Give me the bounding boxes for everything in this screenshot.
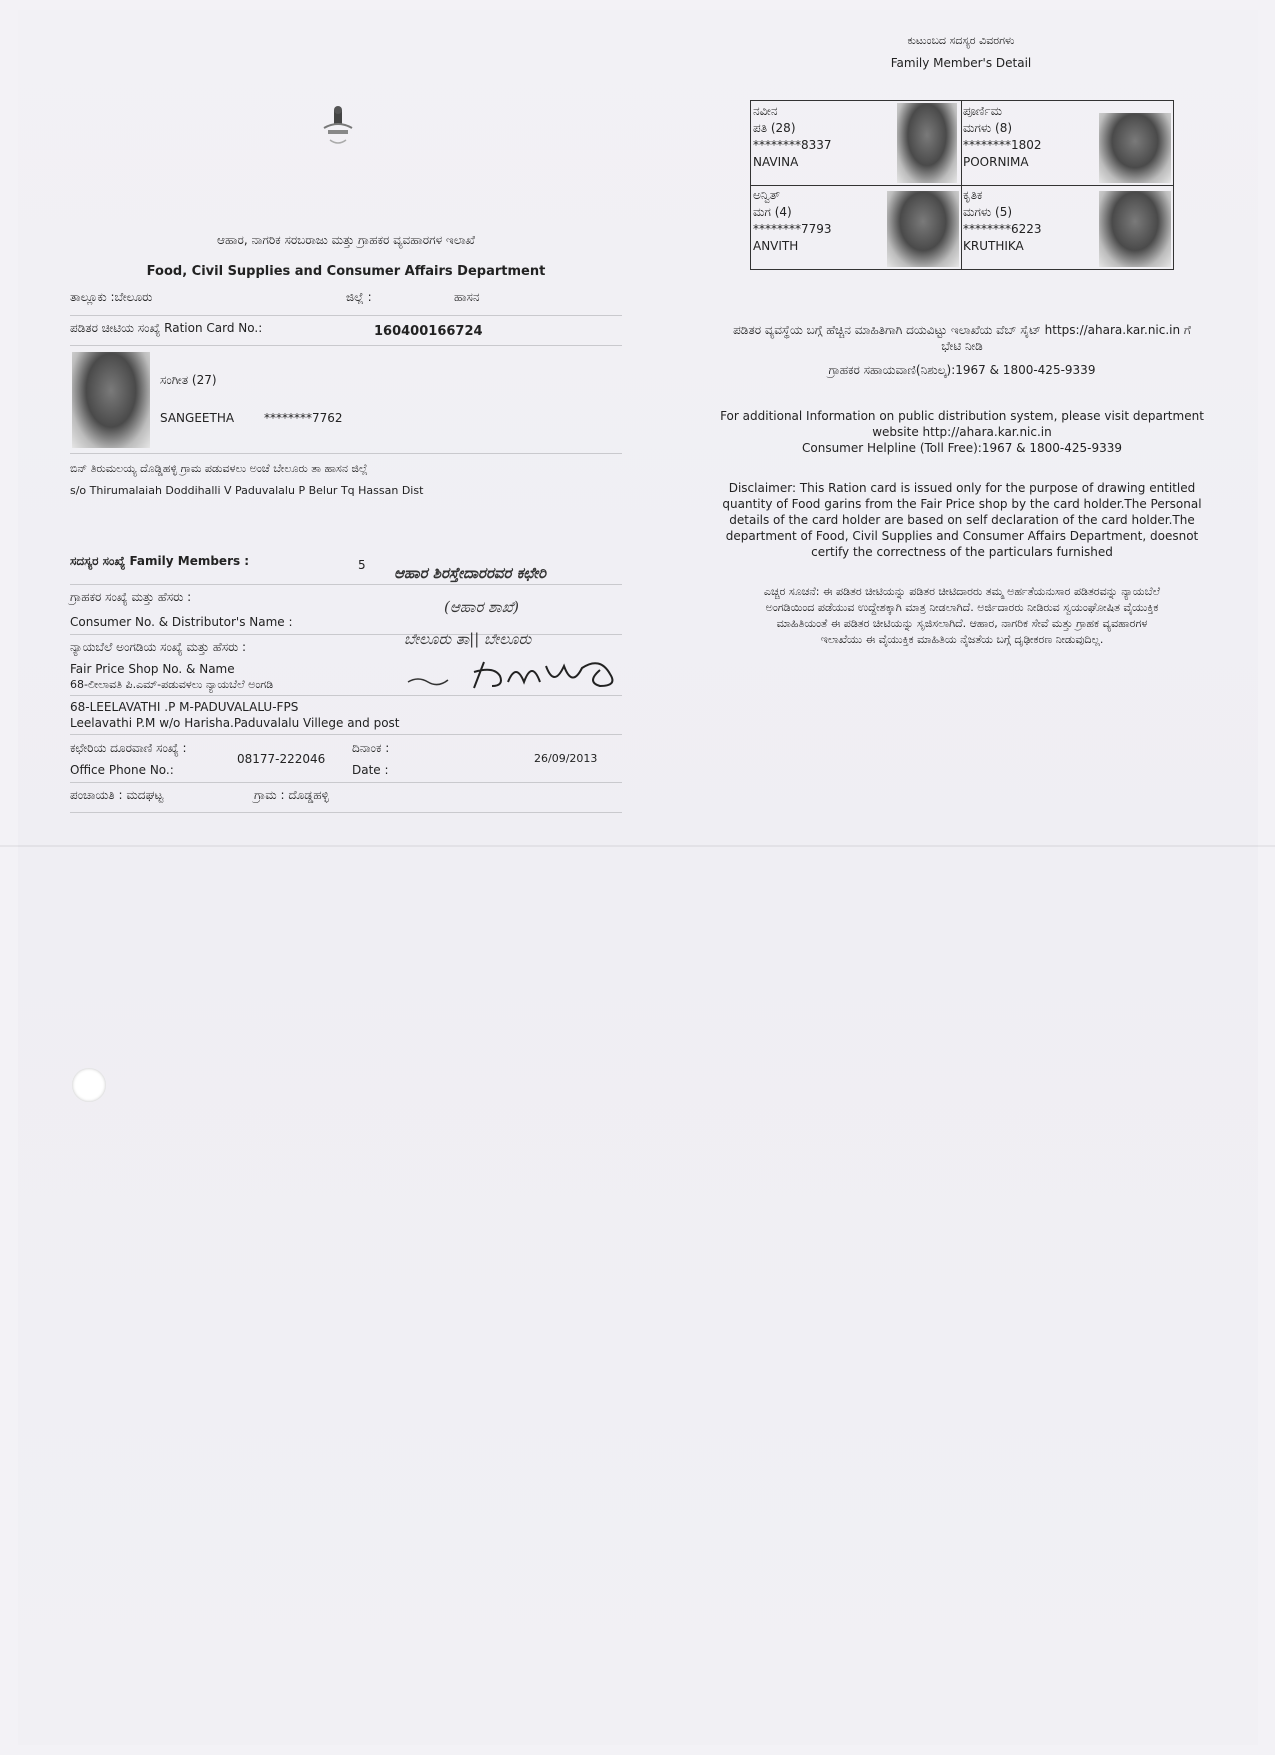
table-divider: [751, 185, 1173, 186]
date-value: 26/09/2013: [534, 752, 598, 765]
state-emblem-icon: [318, 106, 358, 152]
member-name-kannada: ಅನ್ವಿತ್: [753, 188, 780, 202]
member-id: ********7793: [753, 222, 832, 236]
address-english: s/o Thirumalaiah Doddihalli V Paduvalalu P Belur Tq Hassan Dist: [70, 484, 424, 497]
family-member-table: [750, 100, 1174, 270]
divider: [70, 315, 622, 316]
address-kannada: ಬಿನ್ ತಿರುಮಲಯ್ಯ ದೊಡ್ಡಿಹಳ್ಳಿ ಗ್ರಾಮ ಪಡುವಳಲು ಅಂಚೆ ಬೇಲೂರು ತಾ ಹಾಸನ ಜಿಲ್ಲೆ: [70, 462, 368, 475]
disclaimer-english: [684, 480, 1240, 560]
fps-line-kannada: 68-ಲೀಲಾವತಿ ಪಿ.ಎಮ್-ಪಡುವಳಲು ನ್ಯಾಯಬೆಲೆ ಅಂಗಡಿ: [70, 678, 274, 691]
divider: [70, 453, 622, 454]
member-card: [753, 103, 832, 171]
member-relation: ಮಗಳು (5): [963, 205, 1013, 219]
taluk-label: ತಾಲ್ಲೂಕು :ಬೇಲೂರು: [70, 290, 153, 304]
info-english-line: website http://ahara.kar.nic.in: [872, 425, 1052, 439]
district-label: ಜಿಲ್ಲೆ :: [346, 290, 372, 304]
member-name-kannada: ಪೂರ್ಣಿಮ: [963, 104, 1003, 118]
divider: [70, 782, 622, 783]
consumer-label-english: Consumer No. & Distributor's Name :: [70, 615, 293, 629]
member-photo: [1099, 113, 1171, 183]
disclaimer-line: quantity of Food garins from the Fair Price shop by the card holder.The Personal: [722, 497, 1202, 511]
member-relation: ಮಗಳು (8): [963, 121, 1013, 135]
divider: [70, 634, 622, 635]
dept-name-english: Food, Civil Supplies and Consumer Affairs Department: [146, 264, 546, 279]
member-id: ********1802: [963, 138, 1042, 152]
info-kannada-line: ಪಡಿತರ ವ್ಯವಸ್ಥೆಯ ಬಗ್ಗೆ ಹೆಚ್ಚಿನ ಮಾಹಿತಿಗಾಗಿ ದಯವಿಟ್ಟು ಇಲಾಖೆಯ ವೆಬ್ ಸೈಟ್ https://ahara.kar.nic.in ಗೆ: [733, 323, 1191, 337]
members-count: 5: [358, 558, 366, 572]
family-title-kannada: ಕುಟುಂಬದ ಸದಸ್ಯರ ವಿವರಗಳು: [907, 34, 1015, 47]
divider: [70, 695, 622, 696]
divider: [70, 584, 622, 585]
head-photo: [72, 352, 150, 448]
date-label-english: Date :: [352, 763, 389, 777]
info-english: [684, 408, 1240, 456]
fps-label-english: Fair Price Shop No. & Name: [70, 662, 235, 676]
fps-owner: Leelavathi P.M w/o Harisha.Paduvalalu Villege and post: [70, 716, 400, 730]
phone-label-english: Office Phone No.:: [70, 763, 174, 777]
member-name: KRUTHIKA: [963, 239, 1024, 253]
member-name: ANVITH: [753, 239, 799, 253]
fps-label-kannada: ನ್ಯಾಯಬೆಲೆ ಅಂಗಡಿಯ ಸಂಖ್ಯೆ ಮತ್ತು ಹೆಸರು :: [70, 640, 247, 654]
member-name-kannada: ನವೀನ: [753, 104, 778, 118]
disclaimer-line: certify the correctness of the particulars furnished: [811, 545, 1113, 559]
ration-card-label: ಪಡಿತರ ಚೀಟಿಯ ಸಂಖ್ಯೆ Ration Card No.:: [70, 321, 263, 335]
info-kannada: [684, 322, 1240, 354]
district-value: ಹಾಸನ: [454, 290, 480, 304]
member-photo: [897, 103, 957, 183]
helpline-kannada: ಗ್ರಾಹಕರ ಸಹಾಯವಾಣಿ(ನಿಶುಲ್ಕ):1967 & 1800-425-9339: [828, 363, 1096, 377]
consumer-label-kannada: ಗ್ರಾಹಕರ ಸಂಖ್ಯೆ ಮತ್ತು ಹೆಸರು :: [70, 590, 192, 604]
office-stamp-line2: (ಆಹಾರ ಶಾಖೆ): [444, 598, 520, 616]
ration-card-number: 160400166724: [374, 324, 483, 339]
punch-hole: [72, 1068, 106, 1102]
info-english-line: Consumer Helpline (Toll Free):1967 & 1800-425-9339: [802, 441, 1122, 455]
office-stamp-line1: ಆಹಾರ ಶಿರಸ್ತೇದಾರರವರ ಕಛೇರಿ: [394, 564, 547, 582]
head-id: ********7762: [264, 411, 343, 425]
divider: [70, 734, 622, 735]
disclaimer-line: Disclaimer: This Ration card is issued only for the purpose of drawing entitled: [728, 481, 1196, 495]
members-label-english: Family Members :: [129, 554, 250, 568]
divider: [70, 345, 622, 346]
family-title-english: Family Member's Detail: [890, 56, 1032, 70]
member-name-kannada: ಕೃತಿಕ: [963, 188, 983, 202]
fps-line-english: 68-LEELAVATHI .P M-PADUVALALU-FPS: [70, 700, 299, 714]
head-name: SANGEETHA: [160, 411, 235, 425]
official-signature-icon: [404, 652, 630, 692]
member-photo: [1099, 191, 1171, 267]
member-name: POORNIMA: [963, 155, 1029, 169]
paper-fold: [0, 845, 1275, 847]
members-label-kannada: ಸದಸ್ಯರ ಸಂಖ್ಯೆ: [70, 554, 126, 568]
info-english-line: For additional Information on public distribution system, please visit department: [720, 409, 1204, 423]
member-photo: [887, 191, 959, 267]
phone-label-kannada: ಕಛೇರಿಯ ದೂರವಾಣಿ ಸಂಖ್ಯೆ :: [70, 741, 187, 755]
panchayat: ಪಂಚಾಯತಿ : ಮದಘಟ್ಟ: [70, 788, 164, 802]
info-kannada-line: ಭೇಟಿ ನೀಡಿ: [941, 339, 983, 353]
village: ಗ್ರಾಮ : ದೊಡ್ಡಹಳ್ಳಿ: [254, 788, 329, 802]
disclaimer-kannada-line: ಮಾಹಿತಿಯಂತೆ ಈ ಪಡಿತರ ಚೀಟಿಯನ್ನು ಸೃಜಿಸಲಾಗಿದೆ. ಆಹಾರ, ನಾಗರಿಕ ಸೇವೆ ಮತ್ತು ಗ್ರಾಹಕ ವ್ಯವಹಾರಗಳ: [776, 617, 1148, 630]
date-label-kannada: ದಿನಾಂಕ :: [352, 741, 390, 755]
disclaimer-kannada-line: ಅಂಗಡಿಯಿಂದ ಪಡೆಯುವ ಉದ್ದೇಶಕ್ಕಾಗಿ ಮಾತ್ರ ನೀಡಲಾಗಿದೆ. ಅರ್ಜಿದಾರರು ನೀಡಿರುವ ಸ್ವಯಂಘೋಷಿತ ವೈಯುಕ್ತಿಕ: [765, 601, 1159, 614]
dept-name-kannada: ಆಹಾರ, ನಾಗರಿಕ ಸರಬರಾಜು ಮತ್ತು ಗ್ರಾಹಕರ ವ್ಯವಹಾರಗಳ ಇಲಾಖೆ: [217, 233, 475, 247]
member-card: [963, 103, 1042, 171]
member-card: [963, 187, 1042, 255]
member-id: ********6223: [963, 222, 1042, 236]
disclaimer-kannada: [684, 584, 1240, 648]
member-relation: ಪತಿ (28): [753, 121, 796, 135]
disclaimer-line: details of the card holder are based on self declaration of the card holder.The: [729, 513, 1195, 527]
disclaimer-kannada-line: ಇಲಾಖೆಯು ಈ ವೈಯುಕ್ತಿಕ ಮಾಹಿತಿಯ ನೈಜತೆಯ ಬಗ್ಗೆ ದೃಢೀಕರಣ ನೀಡುವುದಿಲ್ಲ.: [820, 633, 1104, 646]
office-stamp-line3: ಬೇಲೂರು ತಾ|| ಬೇಲೂರು: [404, 630, 532, 648]
disclaimer-line: department of Food, Civil Supplies and Consumer Affairs Department, doesnot: [725, 529, 1199, 543]
member-card: [753, 187, 832, 255]
divider: [70, 812, 622, 813]
member-id: ********8337: [753, 138, 832, 152]
head-name-kannada: ಸಂಗೀತ (27): [160, 373, 217, 387]
disclaimer-kannada-line: ಎಚ್ಚರ ಸೂಚನೆ: ಈ ಪಡಿತರ ಚೀಟಿಯನ್ನು ಪಡಿತರ ಚೀಟಿದಾರರು ತಮ್ಮ ಅರ್ಹತೆಯನುಸಾರ ಪಡಿತರವನ್ನು ನ್ಯಾಯಬೆಲೆ: [763, 585, 1161, 598]
phone-value: 08177-222046: [237, 752, 326, 766]
member-name: NAVINA: [753, 155, 799, 169]
member-relation: ಮಗ (4): [753, 205, 792, 219]
